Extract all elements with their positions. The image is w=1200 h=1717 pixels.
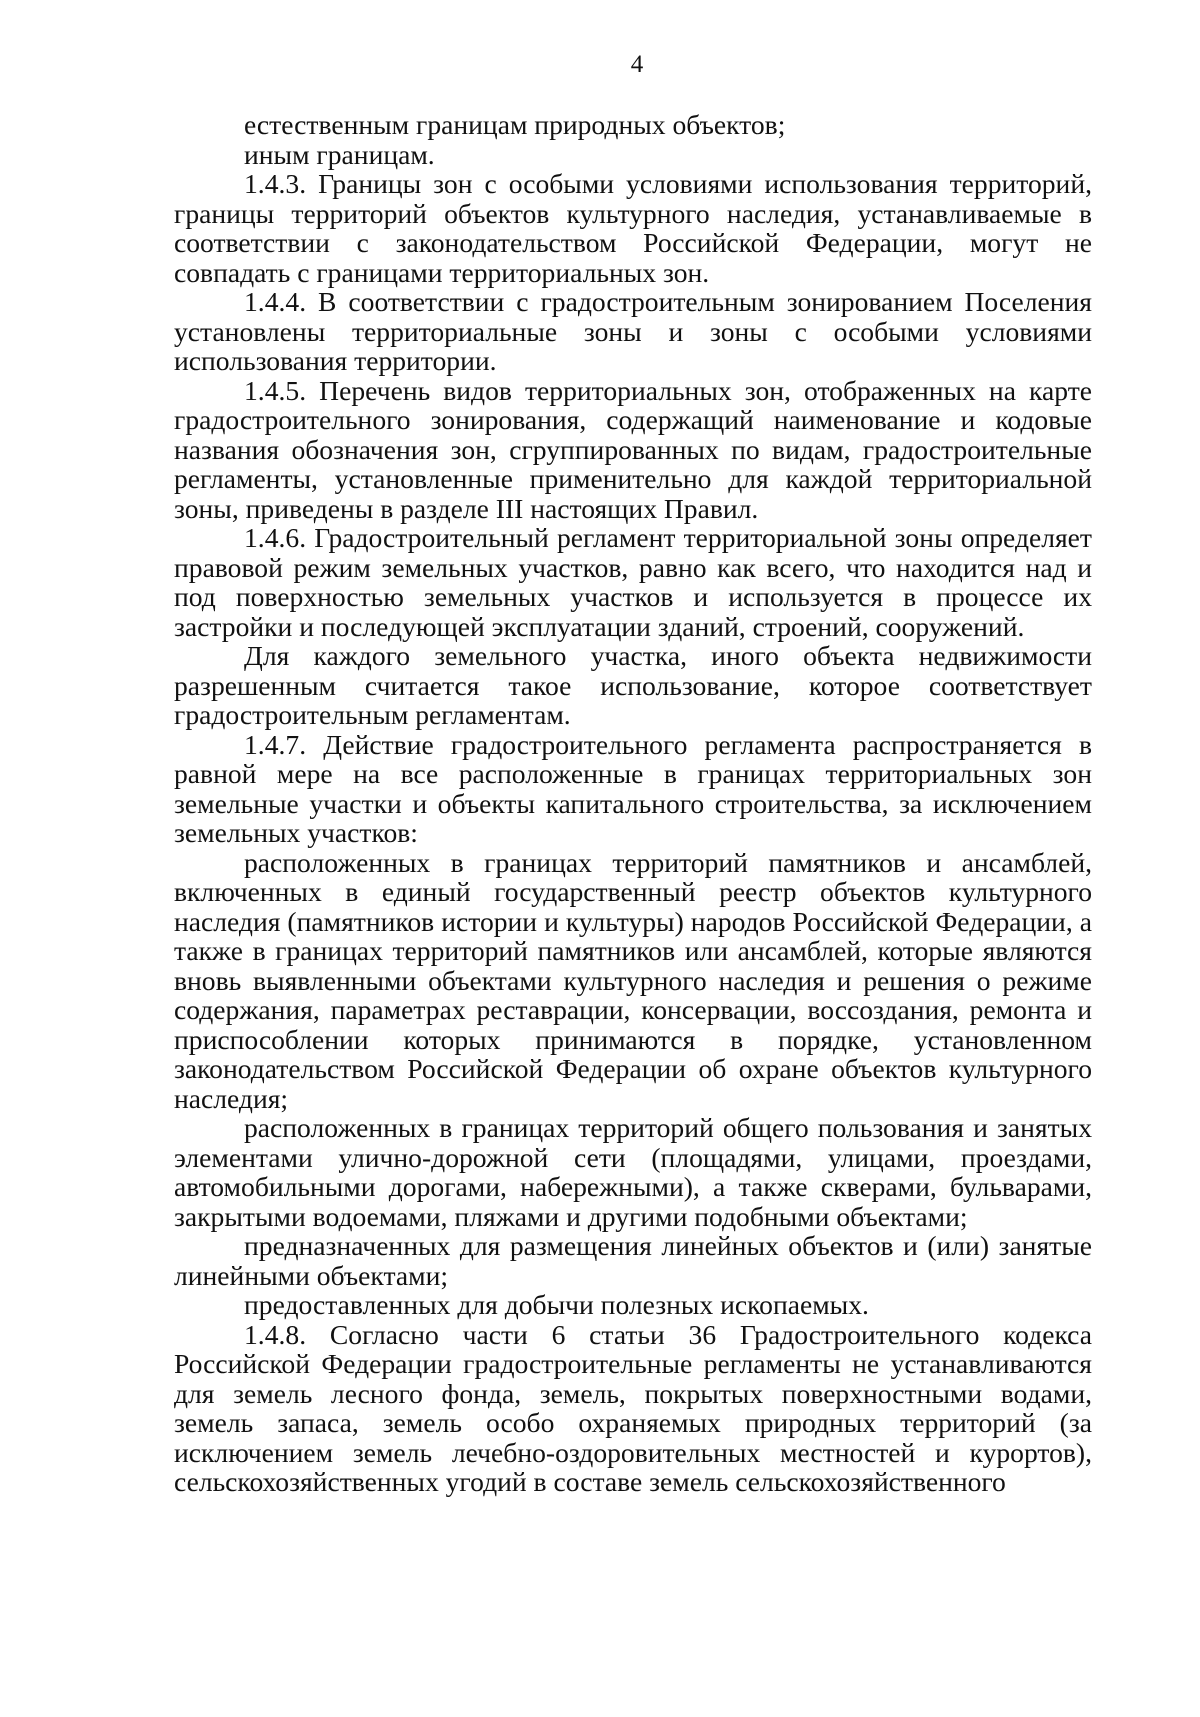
paragraph-1-4-7: 1.4.7. Действие градостроительного регламента распространяется в равной мере на все расположенные в границах территориальных зон земельные участки и объекты капитального строительства, за исключением земельных участков: [174, 728, 1092, 848]
paragraph-1-4-5: 1.4.5. Перечень видов территориальных зон, отображенных на карте градостроительного зонирования, содержащий наименование и кодовые названия обозначения зон, сгруппированных по видам, градостроительные регламенты, установленные применительно для каждой территориальной зоны, приведены в разделе III настоящих Правил. [174, 374, 1092, 524]
list-item: расположенных в границах территорий общего пользования и занятых элементами улично-дорожной сети (площадями, улицами, проездами, автомобильными дорогами, набережными), а также скверами, бульварами, закрытыми водоемами, пляжами и другими подобными объектами; [174, 1112, 1092, 1232]
paragraph-1-4-4: 1.4.4. В соответствии с градостроительным зонированием Поселения установлены территориальные зоны и зоны с особыми условиями использования территории. [174, 286, 1092, 376]
document-body [174, 110, 1092, 1497]
paragraph: иным границам. [244, 138, 435, 170]
paragraph-1-4-3: 1.4.3. Границы зон с особыми условиями использования территорий, границы территорий объектов культурного наследия, устанавливаемые в соответствии с законодательством Российской Федерации, могут не совпадать с границами территориальных зон. [174, 168, 1092, 288]
paragraph: естественным границам природных объектов; [244, 109, 786, 140]
paragraph-1-4-8: 1.4.8. Согласно части 6 статьи 36 Градостроительного кодекса Российской Федерации градостроительные регламенты не устанавливаются для земель лесного фонда, земель, покрытых поверхностными водами, земель запаса, земель особо охраняемых природных территорий (за исключением земель лечебно-оздоровительных местностей и курортов), сельскохозяйственных угодий в составе земель сельскохозяйственного [174, 1318, 1092, 1497]
list-item: предназначенных для размещения линейных объектов и (или) занятые линейными объектами; [174, 1230, 1092, 1291]
paragraph: Для каждого земельного участка, иного объекта недвижимости разрешенным считается такое использование, которое соответствует градостроительным регламентам. [174, 640, 1092, 730]
page-number: 4 [630, 51, 644, 78]
list-item: предоставленных для добычи полезных ископаемых. [244, 1289, 869, 1320]
list-item: расположенных в границах территорий памятников и ансамблей, включенных в единый государственный реестр объектов культурного наследия (памятников истории и культуры) народов Российской Федерации, а также в границах территорий памятников или ансамблей, которые являются вновь выявленными объектами культурного наследия и решения о режиме содержания, параметрах реставрации, консервации, воссоздания, ремонта и приспособлении которых принимаются в порядке, установленном законодательством Российской Федерации об охране объектов культурного наследия; [174, 846, 1092, 1114]
paragraph-1-4-6: 1.4.6. Градостроительный регламент территориальной зоны определяет правовой режим земельных участков, равно как всего, что находится над и под поверхностью земельных участков и используется в процессе их застройки и последующей эксплуатации зданий, строений, сооружений. [174, 522, 1092, 642]
